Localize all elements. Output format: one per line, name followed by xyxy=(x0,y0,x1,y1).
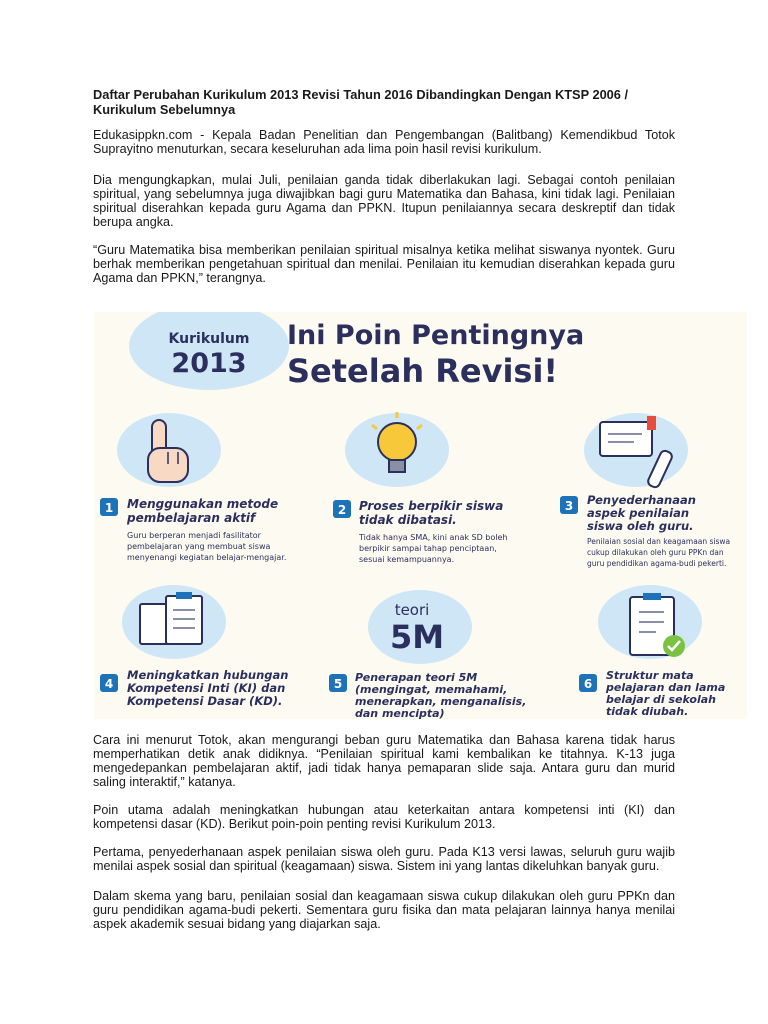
infographic-kurikulum-2013 xyxy=(94,312,747,719)
point-2-desc-line-3: sesuai kemampuannya. xyxy=(359,555,455,564)
point-1-desc-line-1: Guru berperan menjadi fasilitator xyxy=(127,531,261,540)
point-6 xyxy=(579,669,725,718)
badge-year: 2013 xyxy=(171,348,247,379)
point-4-title-line-2: Kompetensi Inti (KI) dan xyxy=(127,681,286,695)
paragraph-first-point: Pertama, penyederhanaan aspek penilaian siswa oleh guru. Pada K13 versi lawas, seluruh guru wajib menilai aspek sosial dan spiritual (keagamaan) siswa. Sistem ini yang lantas dikeluhkan banyak guru. xyxy=(93,845,675,873)
point-5-title-line-1: Penerapan teori 5M xyxy=(355,671,478,684)
kurikulum-2013-badge xyxy=(129,312,289,390)
point-2-number: 2 xyxy=(337,503,347,517)
point-3-title-line-1: Penyederhanaan xyxy=(587,493,696,507)
point-6-title-line-4: tidak diubah. xyxy=(606,705,689,718)
point-1 xyxy=(100,497,286,562)
teori-5m-icon xyxy=(368,590,472,664)
point-3-desc-line-1: Penilaian sosial dan keagamaan siswa xyxy=(587,537,731,546)
point-2-desc-line-2: berpikir sampai tahap penciptaan, xyxy=(359,544,497,553)
point-5 xyxy=(329,671,526,719)
point-5-title-line-2: (mengingat, memahami, xyxy=(355,683,508,696)
lightbulb-icon xyxy=(345,412,449,487)
point-3-title-line-2: aspek penilaian xyxy=(587,506,690,520)
point-2-title-line-2: tidak dibatasi. xyxy=(359,513,457,527)
point-6-number: 6 xyxy=(583,677,593,691)
paragraph-main-point: Poin utama adalah meningkatkan hubungan atau keterkaitan antara kompetensi inti (KI) dan kompetensi dasar (KD). Berikut poin-poin penting revisi Kurikulum 2013. xyxy=(93,803,675,831)
point-3 xyxy=(560,493,730,568)
pointing-hand-icon xyxy=(117,413,221,487)
point-1-number: 1 xyxy=(104,501,114,515)
point-3-desc-line-3: guru pendidikan agama-budi pekerti. xyxy=(587,559,727,568)
paragraph-reduce-burden: Cara ini menurut Totok, akan mengurangi beban guru Matematika dan Bahasa karena tidak harus memperhatikan detik anak didiknya. “Penilaian spiritual kami kembalikan ke titahnya. K-13 juga mengedepankan pembelajaran aktif, jadi tidak hanya pemaparan slide saja. Antara guru dan murid saling interaktif,” katanya. xyxy=(93,733,675,789)
point-1-title-line-2: pembelajaran aktif xyxy=(127,511,256,525)
point-3-title-line-3: siswa oleh guru. xyxy=(587,519,694,533)
point-1-title-line-1: Menggunakan metode xyxy=(127,497,279,511)
point-3-desc-line-2: cukup dilakukan oleh guru PPKn dan xyxy=(587,548,724,557)
paragraph-spiritual-assessment: Dia mengungkapkan, mulai Juli, penilaian ganda tidak diberlakukan lagi. Sebagai contoh penilaian spiritual, yang sebelumnya juga diwajibkan bagi guru Matematika dan Bahasa, kini tidak lagi. Penilaian spiritual diserahkan kepada guru Agama dan PPKN. Itupun penilaiannya secara deskreptif dan tidak berupa angka. xyxy=(93,173,675,229)
point-4 xyxy=(100,668,288,708)
point-6-title-line-2: pelajaran dan lama xyxy=(606,681,726,694)
point-5-number: 5 xyxy=(333,677,343,691)
point-5-title-line-3: menerapkan, menganalisis, xyxy=(355,695,527,708)
article-title: Daftar Perubahan Kurikulum 2013 Revisi Tahun 2016 Dibandingkan Dengan KTSP 2006 / Kurikulum Sebelumnya xyxy=(93,87,629,117)
point-6-title-line-3: belajar di sekolah xyxy=(606,693,716,706)
point-1-desc-line-2: pembelajaran yang membuat siswa xyxy=(127,542,271,551)
paragraph-new-scheme: Dalam skema yang baru, penilaian sosial dan keagamaan siswa cukup dilakukan oleh guru PPKn dan guru pendidikan agama-budi pekerti. Sementara guru fisika dan mata pelajaran lainnya hanya menilai aspek akademik sesuai bidang yang diajarkan saja. xyxy=(93,889,675,931)
checklist-icon xyxy=(598,585,702,659)
teori-label: teori xyxy=(394,601,430,619)
point-4-number: 4 xyxy=(104,677,114,691)
paragraph-quote: “Guru Matematika bisa memberikan penilaian spiritual misalnya ketika melihat siswanya nyontek. Guru berhak memberikan pengetahuan spiritual dan menilai. Penilaian itu kemudian diserahkan kepada guru Agama dan PPKN,” terangnya. xyxy=(93,243,675,285)
point-2 xyxy=(333,499,508,564)
headline-line-2: Setelah Revisi! xyxy=(287,352,559,390)
point-3-number: 3 xyxy=(564,499,574,513)
point-1-desc-line-3: menyenangi kegiatan belajar-mengajar. xyxy=(127,553,287,562)
point-4-title-line-1: Meningkatkan hubungan xyxy=(127,668,289,682)
paragraph-intro: Edukasippkn.com - Kepala Badan Penelitian dan Pengembangan (Balitbang) Kemendikbud Totok Suprayitno menuturkan, secara keseluruhan ada lima poin hasil revisi kurikulum. xyxy=(93,128,675,156)
badge-label: Kurikulum xyxy=(168,331,250,347)
point-4-title-line-3: Kompetensi Dasar (KD). xyxy=(127,694,283,708)
certificate-icon xyxy=(584,413,688,489)
point-5-title-line-4: dan mencipta) xyxy=(355,707,445,719)
headline-line-1: Ini Poin Pentingnya xyxy=(287,320,585,351)
5m-label: 5M xyxy=(389,618,445,656)
clipboard-icon xyxy=(122,585,226,659)
point-6-title-line-1: Struktur mata xyxy=(606,669,694,682)
point-2-title-line-1: Proses berpikir siswa xyxy=(359,499,504,513)
point-2-desc-line-1: Tidak hanya SMA, kini anak SD boleh xyxy=(359,533,508,542)
